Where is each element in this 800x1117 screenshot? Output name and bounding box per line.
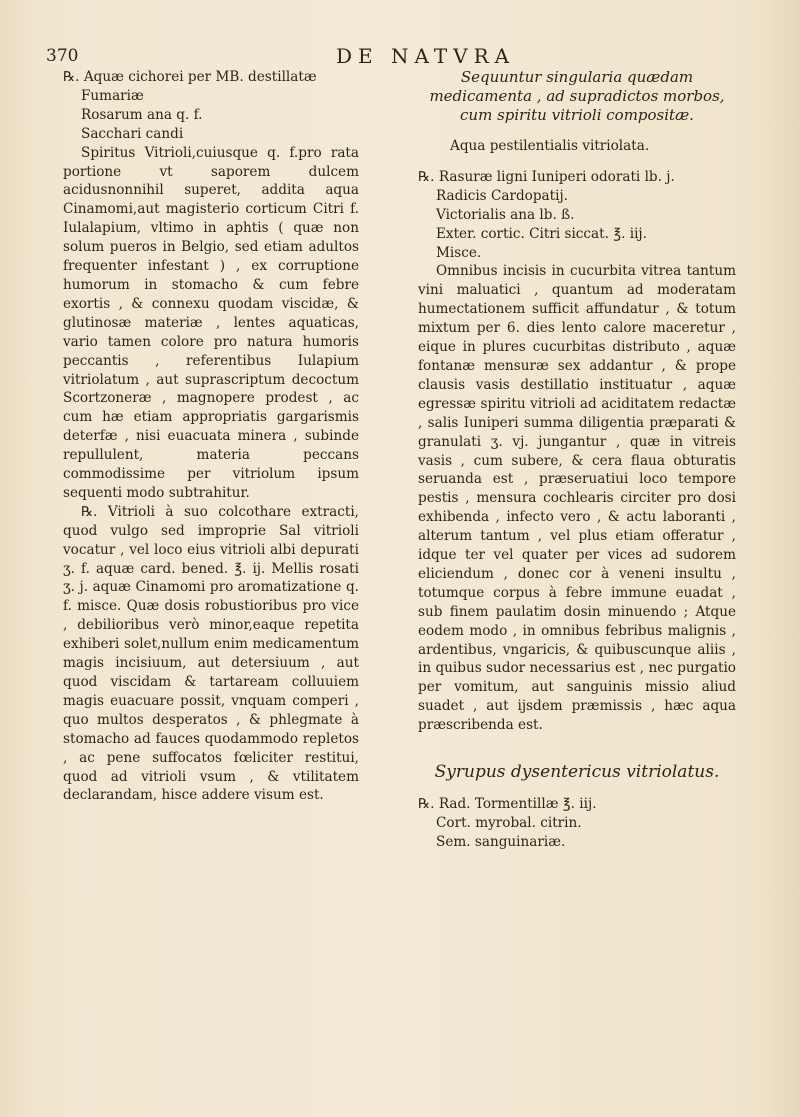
recipe-block [418, 168, 736, 263]
recipe-line: Rosarum ana q. f. [81, 106, 203, 123]
recipe-line: Cort. myrobal. citrin. [436, 815, 582, 831]
section-heading: cum spiritu vitrioli compositæ. [460, 106, 694, 124]
recipe-block [418, 795, 736, 852]
recipe-line: ℞. Rasuræ ligni Iuniperi odorati lb. j. [418, 168, 675, 185]
recipe-line: ℞. Aquæ cichorei per MB. destillatæ [63, 69, 317, 85]
left-column [63, 68, 359, 805]
recipe-line: ℞. Rad. Tormentillæ ℥. iij. [418, 796, 597, 813]
page-number: 370 [46, 46, 79, 66]
right-column [418, 68, 736, 852]
paragraph: Omnibus incisis in cucurbita vitrea tantum vini maluatici , quantum ad moderatam humectationem sufficit affundatur , & totum mixtum per 6. dies lento calore maceretur , eique in plures cucurbitas distributo , aquæ fontanæ mensuræ sex addantur , & prope clausis vasis destillatio instituatur , aquæ egressæ spiritu vitrioli ad aciditatem redactæ , salis Iuniperi summa diligentia præparati & granulati ʒ. vj. jungantur , quæ in vitreis vasis , cum subere, & cera flaua obturatis seruanda est , præseruatiui loco tempore pestis , mensura cochlearis circiter pro dosi exhibenda , infecto vero , & actu laboranti , alterum tantum , vel plus etiam offeratur , idque ter vel quater per vices ad sudorem eliciendum , donec cor à veneni insultu , totumque corpus à febre immune euadat , sub finem paulatim dosin minuendo ; Atque eodem modo , in omnibus febribus malignis , ardentibus, vngaricis, & quibuscunque aliis , in quibus sudor necessarius est , nec purgatio per vomitum, aut sanguinis missio aliud suadet , aut ijsdem præmissis , hæc aqua præscribenda est. [418, 263, 736, 734]
section-heading: Sequuntur singularia quædam medicamenta , ad supradictos morbos, [429, 68, 725, 105]
recipe-line: Misce. [436, 244, 482, 261]
recipe-line: Victorialis ana lb. ß. [436, 206, 575, 223]
running-title: DE NATVRA [336, 44, 516, 68]
recipe-line: Sem. sanguinariæ. [436, 833, 566, 850]
section-heading: Syrupus dysentericus vitriolatus. [434, 762, 720, 783]
paragraph: ℞. Vitrioli à suo colcothare extracti, quod vulgo sed improprie Sal vitrioli vocatur , vel loco eius vitrioli albi depurati ʒ. f. aquæ card. bened. ℥. ij. Mellis rosati ʒ. j. aquæ Cinamomi pro aromatizatione q. f. misce. Quæ dosis robustioribus pro vice , debilioribus verò minor,eaque repetita exhiberi solet,nullum enim medicamentum magis incisiuum, aut detersiuum , aut quod viscidam & tartaream colluuiem magis euacuare possit, vnquam comperi , quo multos desperatos , & phlegmate à stomacho ad fauces quodammodo repletos , ac pene suffocatos fœliciter restitui, quod ad vitrioli vsum , & vtilitatem declarandam, hisce addere visum est. [63, 503, 359, 804]
recipe-line: Sacchari candi [81, 125, 184, 142]
recipe-line: Exter. cortic. Citri siccat. ℥. iij. [436, 225, 647, 242]
recipe-line: Fumariæ [81, 87, 144, 104]
recipe-block [63, 68, 359, 144]
subheading: Aqua pestilentialis vitriolata. [450, 138, 650, 154]
paragraph: Spiritus Vitrioli,cuiusque q. f.pro rata portione vt saporem dulcem acidusnonnihil superet, addita aqua Cinamomi,aut magisterio corticum Citri f. Iulalapium, vltimo in aphtis ( quæ non solum pueros in Belgio, sed etiam adultos frequenter infestant ) , ex corruptione humorum in stomacho & cum febre exortis , & connexu quodam viscidæ, & glutinosæ materiæ , lentes aquaticas, vario tamen colore pro natura humoris peccantis , referentibus Iulapium vitriolatum , aut suprascriptum decoctum Scortzoneræ , magnopere prodest , ac cum hæ etiam appropriatis gargarismis deterfæ , nisi euacuata minera , subinde repullulent, materia peccans commodissime per vitriolum ipsum sequenti modo subtrahitur. [63, 144, 359, 501]
recipe-line: Radicis Cardopatij. [436, 187, 569, 204]
